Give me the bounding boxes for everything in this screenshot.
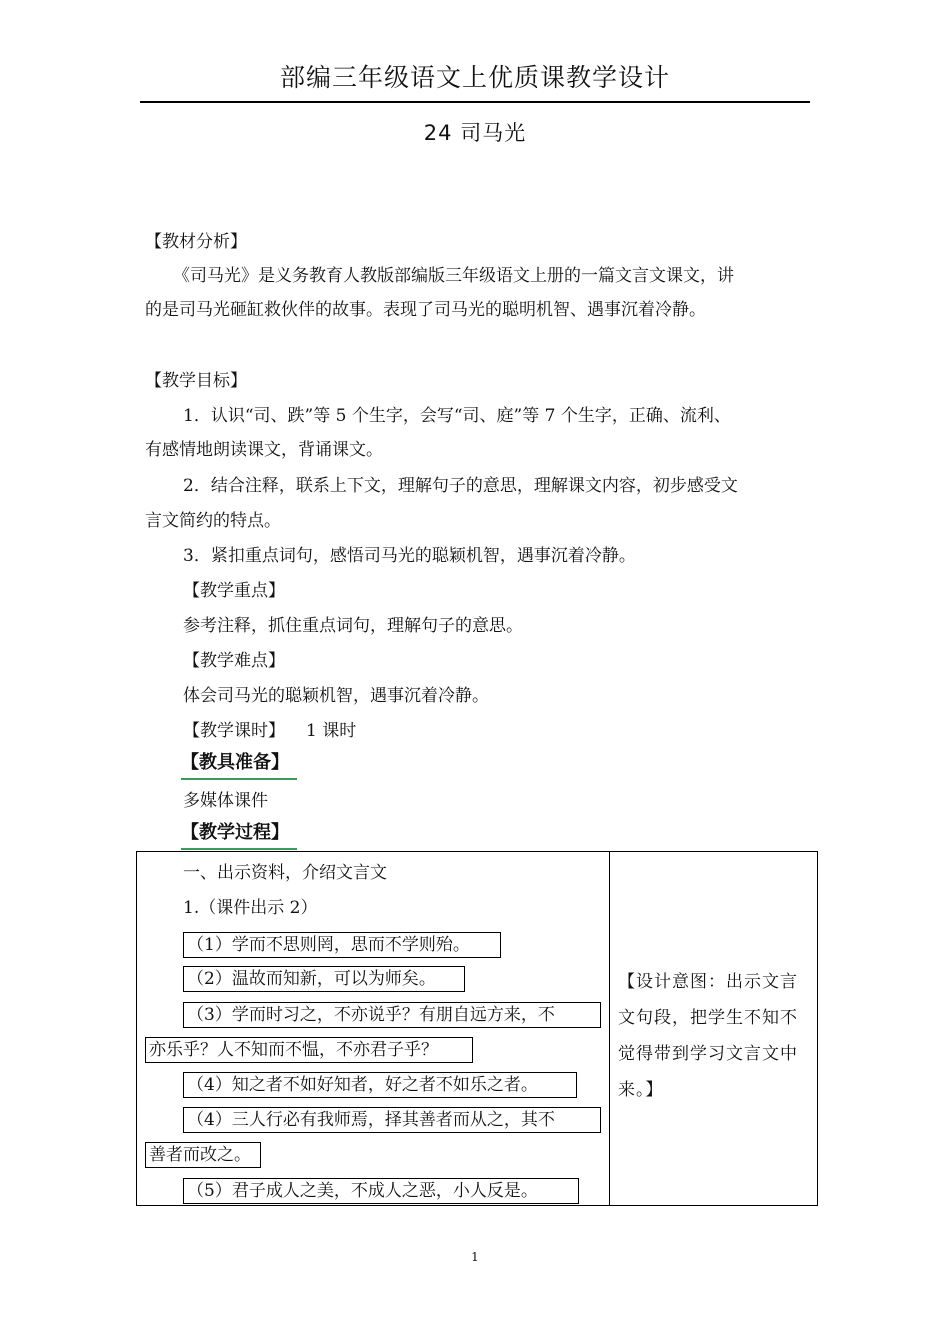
process-heading-underline <box>181 848 297 850</box>
quote-box-4: （4）知之者不如好知者，好之者不如乐之者。 <box>183 1072 577 1098</box>
key-point-text: 参考注释，抓住重点词句，理解句子的意思。 <box>183 616 523 636</box>
goals-heading: 【教学目标】 <box>145 371 247 391</box>
process-content-cell <box>137 852 610 1206</box>
quote-box-2: （2）温故而知新，可以为师矣。 <box>183 966 465 992</box>
difficulty-text: 体会司马光的聪颖机智，遇事沉着冷静。 <box>183 686 489 706</box>
document-header-title: 部编三年级语文上优质课教学设计 <box>279 63 670 92</box>
goal-3: 3．紧扣重点词句，感悟司马光的聪颖机智，遇事沉着冷静。 <box>183 546 636 566</box>
tools-heading-underline <box>181 778 297 780</box>
lesson-title: 24 司马光 <box>423 121 527 145</box>
quote-box-6: （5）君子成人之美，不成人之恶，小人反是。 <box>183 1178 579 1204</box>
header-rule <box>140 101 810 103</box>
quote-box-3-line-1: （3）学而时习之，不亦说乎？有朋自远方来，不 <box>183 1002 601 1028</box>
hours-value: 1 课时 <box>306 721 357 741</box>
goal-2-line-2: 言文简约的特点。 <box>145 511 281 531</box>
design-intent-cell <box>610 852 818 1206</box>
tools-heading: 【教具准备】 <box>181 752 289 773</box>
analysis-line-2: 的是司马光砸缸救伙伴的故事。表现了司马光的聪明机智、遇事沉着冷静。 <box>145 300 706 320</box>
process-table <box>136 851 818 1206</box>
goal-2-line-1: 2．结合注释，联系上下文，理解句子的意思，理解课文内容，初步感受文 <box>183 476 738 496</box>
quote-box-5-line-1: （4）三人行必有我师焉，择其善者而从之，其不 <box>183 1107 601 1133</box>
goal-1-line-2: 有感情地朗读课文，背诵课文。 <box>145 440 383 460</box>
quote-box-5-line-2: 善者而改之。 <box>145 1142 261 1168</box>
analysis-line-1: 《司马光》是义务教育人教版部编版三年级语文上册的一篇文言文课文，讲 <box>173 266 734 286</box>
difficulty-heading: 【教学难点】 <box>183 651 285 671</box>
step-subtitle: 1.（课件出示 2） <box>183 898 318 918</box>
goal-1-line-1: 1．认识“司、跌”等 5 个生字，会写“司、庭”等 7 个生字，正确、流利、 <box>183 406 731 426</box>
step-title: 一、出示资料，介绍文言文 <box>183 863 387 883</box>
tools-text: 多媒体课件 <box>183 791 268 811</box>
analysis-heading: 【教材分析】 <box>145 232 247 252</box>
hours-label: 【教学课时】 <box>183 721 285 741</box>
key-point-heading: 【教学重点】 <box>183 581 285 601</box>
design-intent-text: 【设计意图：出示文言文句段，把学生不知不觉得带到学习文言文中来。】 <box>618 972 798 1100</box>
quote-box-1: （1）学而不思则罔，思而不学则殆。 <box>183 932 501 958</box>
page-number: 1 <box>471 1250 479 1264</box>
quote-box-3-line-2: 亦乐乎？人不知而不愠，不亦君子乎？ <box>145 1037 473 1063</box>
process-heading: 【教学过程】 <box>181 822 289 843</box>
